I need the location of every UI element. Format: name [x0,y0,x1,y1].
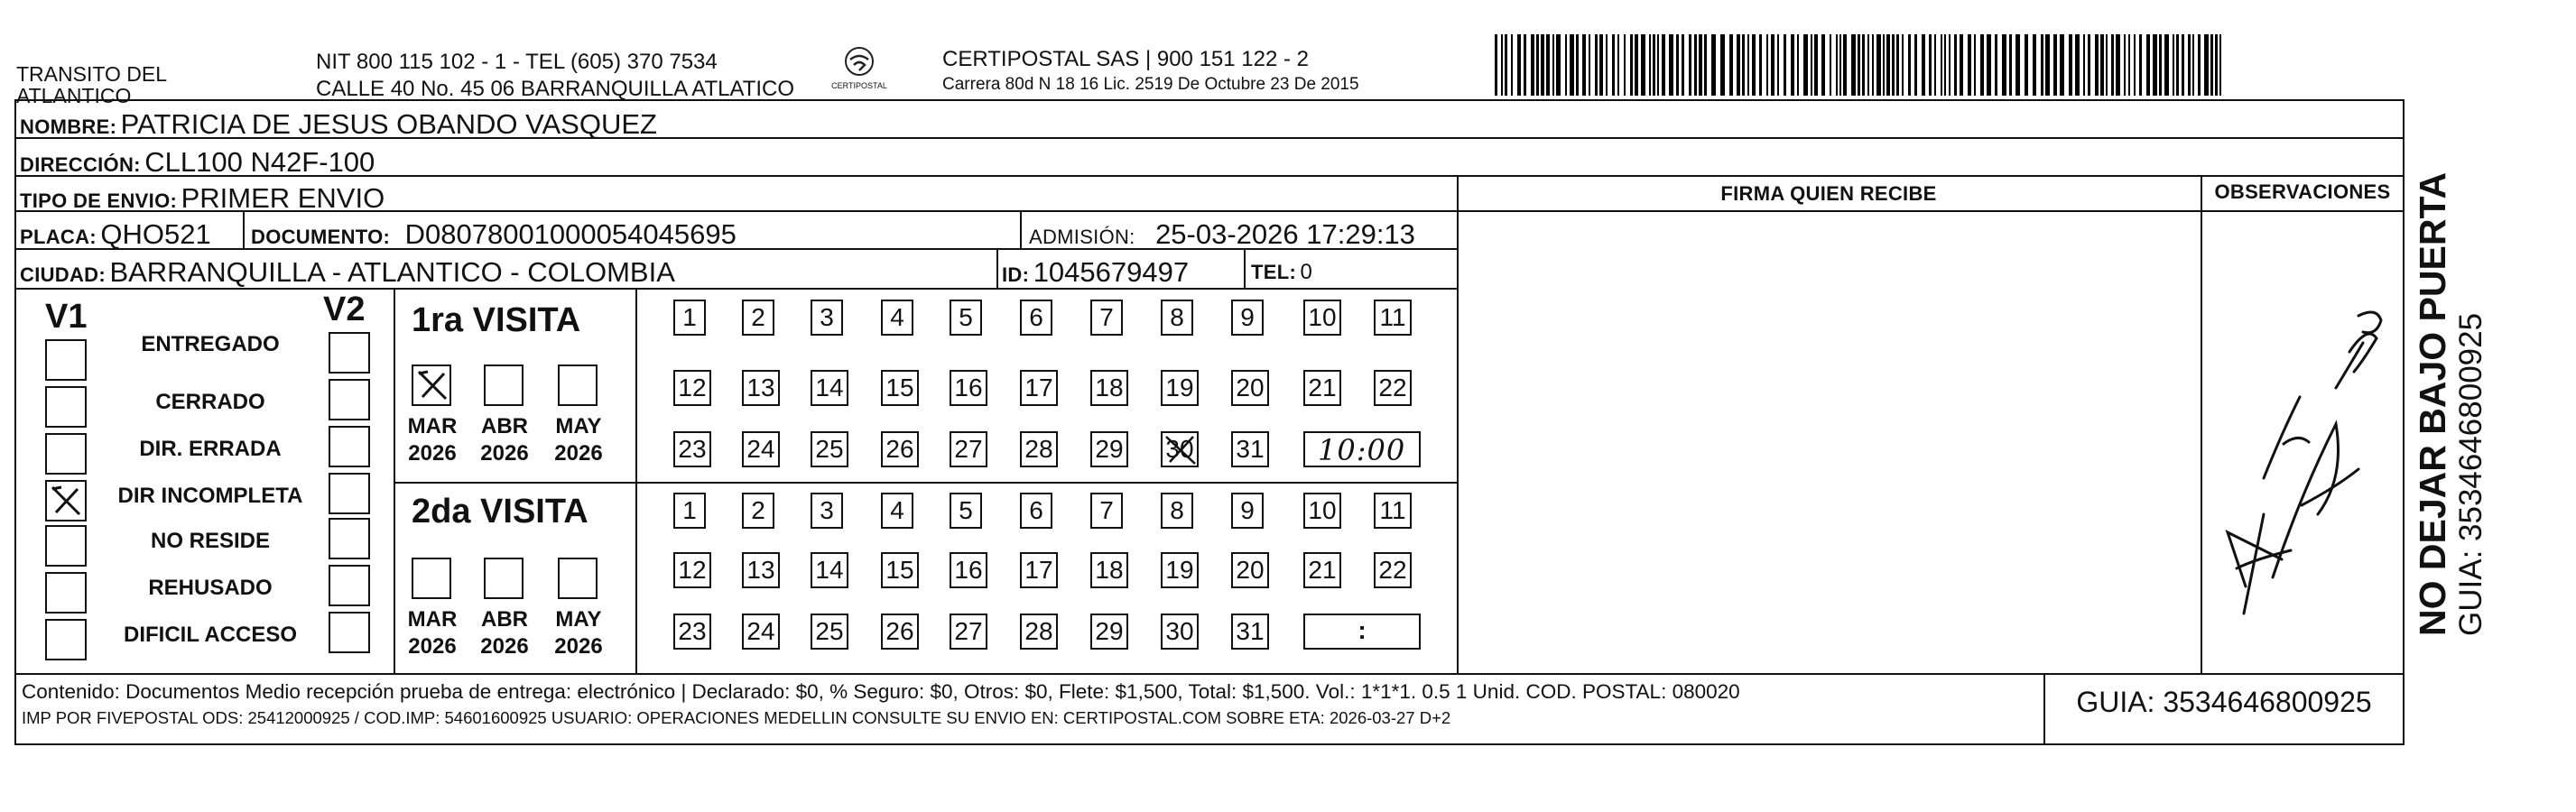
barcode-bar [2045,34,2050,96]
barcode-bar [1908,34,1911,96]
v1-checkbox[interactable] [45,480,87,521]
month-name: ABR [481,607,528,632]
barcode-bar [2128,34,2130,96]
barcode-bar [1511,34,1513,96]
status-label: DIFICIL ACCESO [123,623,297,647]
barcode-bar [2100,34,2104,96]
id-label: ID: [1002,263,1030,286]
observations-header: OBSERVACIONES [2214,180,2391,203]
documento-label: DOCUMENTO: [251,226,391,248]
barcode-bar [1669,34,1673,96]
day-cell[interactable]: 19 [1161,552,1199,588]
barcode-bar [2053,34,2057,96]
tipo-envio-row [20,182,385,215]
month-label [547,606,610,660]
barcode-bar [2025,34,2028,96]
content-line: Contenido: Documentos Medio recepción prueba de entrega: electrónico | Declarado: $0, % Seguro: $0, Otros: $0, Flete: $1,500, Total: $1,500. Vol.: 1*1*1. 0.5 1 Unid. COD. POSTAL: 080020 [22,680,1740,703]
logo-icon [823,45,895,101]
day-cell[interactable]: 18 [1090,370,1128,406]
barcode-bar [1589,34,1590,96]
barcode-bar [1968,34,1971,96]
barcode-bar [1612,34,1615,96]
status-label: NO RESIDE [150,529,271,553]
month-name: MAY [555,414,602,438]
barcode-bar [2041,34,2043,96]
barcode-bar [2146,34,2150,96]
barcode-bar [1902,34,1904,96]
barcode-bar [2088,34,2090,96]
ciudad-value: BARRANQUILLA - ATLANTICO - COLOMBIA [109,256,675,288]
nombre-row [20,108,657,141]
direccion-value: CLL100 N42F-100 [144,146,375,178]
barcode-bar [1570,34,1574,96]
day-cell[interactable]: 23 [673,614,711,650]
day-cell[interactable]: 20 [1231,552,1269,588]
barcode-bar [1941,34,1942,96]
id-field [1002,256,1189,289]
month-checkbox[interactable] [558,558,598,599]
barcode-bar [2176,34,2179,96]
month-name: MAY [555,607,602,632]
second-visit-title: 2da VISITA [412,493,588,531]
barcode-bar [1582,34,1586,96]
month-checkbox[interactable] [484,364,524,406]
nombre-value: PATRICIA DE JESUS OBANDO VASQUEZ [120,108,657,140]
barcode-bar [1766,34,1768,96]
barcode-bar [1830,34,1831,96]
day-cell[interactable]: 24 [742,614,780,650]
day-cell[interactable]: 25 [811,614,848,650]
day-cell[interactable]: 4 [881,493,913,529]
barcode-bar [1922,34,1925,96]
day-cell[interactable]: 10 [1303,493,1341,529]
barcode-bar [2111,34,2114,96]
barcode-bar [2204,34,2209,96]
barcode-bar [1495,34,1497,96]
side-instruction: NO DEJAR BAJO PUERTA [2412,171,2453,636]
barcode-bar [2219,34,2221,96]
day-cell[interactable]: 9 [1231,493,1264,529]
barcode-bar [1635,34,1638,96]
barcode-bar [1729,34,1733,96]
first-visit-time: 10:00 [1318,433,1406,467]
barcode-bar [2192,34,2194,96]
admision-value: 25-03-2026 17:29:13 [1155,218,1415,250]
month-label [401,606,464,660]
month-year: 2026 [408,441,457,466]
barcode-bar [1896,34,1899,96]
imp-line: IMP POR FIVEPOSTAL ODS: 25412000925 / COD.IMP: 54601600925 USUARIO: OPERACIONES MEDELLIN CONSULTE SU ENVIO EN: CERTIPOSTAL.COM SOBRE ETA: 2026-03-27 D+2 [22,708,1451,727]
day-cell[interactable]: 21 [1303,370,1341,406]
barcode-bar [2095,34,2099,96]
tel-label: TEL: [1251,261,1297,283]
v1-checkbox[interactable] [45,433,87,475]
month-year: 2026 [554,441,603,466]
day-cell[interactable]: 31 [1231,614,1269,650]
day-cell[interactable]: 18 [1090,552,1128,588]
day-cell[interactable]: 4 [881,300,913,336]
status-label: DIR INCOMPLETA [117,484,303,508]
month-checkbox[interactable] [412,558,451,599]
barcode-bar [1531,34,1534,96]
barcode-bar [1791,34,1794,96]
certipostal-logo [823,45,895,101]
v1-checkbox[interactable] [45,386,87,428]
barcode-bar [1954,34,1957,96]
logo-text: CERTIPOSTAL [831,81,887,90]
day-cell[interactable]: 17 [1020,370,1058,406]
day-cell[interactable]: 28 [1020,614,1058,650]
day-cell[interactable]: 22 [1374,370,1412,406]
barcode-bar [2033,34,2036,96]
day-cell[interactable]: 5 [950,493,982,529]
month-label [401,413,464,467]
v2-checkbox[interactable] [329,612,370,653]
tel-value: 0 [1300,260,1312,284]
barcode-bar [1711,34,1716,96]
tel-field [1251,260,1312,285]
barcode-bar [1811,34,1812,96]
nit-line: NIT 800 115 102 - 1 - TEL (605) 370 7534 [316,50,718,74]
day-cell[interactable]: 13 [742,370,780,406]
day-cell[interactable]: 13 [742,552,780,588]
barcode-bar [2153,34,2157,96]
day-cell[interactable]: 12 [673,370,711,406]
day-cell[interactable]: 16 [950,370,987,406]
barcode [1495,34,2226,96]
v2-checkbox[interactable] [329,332,370,374]
barcode-bar [2182,34,2184,96]
day-cell[interactable]: 28 [1020,431,1058,467]
v1-checkbox[interactable] [45,619,87,660]
barcode-bar [1541,34,1544,96]
barcode-bar [1630,34,1633,96]
day-cell[interactable]: 11 [1374,493,1412,529]
v1-checkbox[interactable] [45,525,87,567]
barcode-bar [1737,34,1740,96]
v2-checkbox[interactable] [329,426,370,467]
day-cell[interactable]: 12 [673,552,711,588]
day-cell[interactable]: 19 [1161,370,1199,406]
barcode-bar [1944,34,1946,96]
barcode-bar [2173,34,2174,96]
barcode-bar [1742,34,1745,96]
placa-value: QHO521 [100,218,211,250]
status-label: REHUSADO [148,576,273,600]
month-name: MAR [407,414,458,438]
first-visit-title: 1ra VISITA [412,301,581,339]
side-text [2412,131,2489,636]
barcode-bar [1694,34,1697,96]
barcode-bar [1517,34,1521,96]
barcode-bar [1595,34,1598,96]
barcode-bar [2134,34,2136,96]
barcode-bar [2015,34,2020,96]
barcode-bar [1624,34,1626,96]
barcode-bar [2215,34,2218,96]
barcode-bar [2069,34,2072,96]
barcode-bar [1886,34,1890,96]
company-info [942,47,1359,97]
barcode-bar [1862,34,1865,96]
barcode-bar [1858,34,1860,96]
barcode-bar [1892,34,1895,96]
barcode-bar [1934,34,1936,96]
day-cell[interactable]: 26 [881,614,919,650]
month-year: 2026 [554,634,603,659]
status-label: CERRADO [155,390,265,414]
month-label [473,606,536,660]
company-line: CERTIPOSTAL SAS | 900 151 122 - 2 [942,47,1309,71]
barcode-bar [1546,34,1550,96]
footer-guia: GUIA: 3534646800925 [2076,686,2372,718]
footer-details [22,678,2034,731]
day-cell[interactable]: 7 [1090,300,1123,336]
tipo-envio-value: PRIMER ENVIO [181,182,385,214]
barcode-bar [1536,34,1539,96]
license-line: Carrera 80d N 18 16 Lic. 2519 De Octubre 23 De 2015 [942,75,1359,94]
barcode-bar [1657,34,1659,96]
month-label [547,413,610,467]
barcode-bar [1949,34,1951,96]
admision-field [1029,218,1415,251]
day-cell[interactable]: 30 [1161,614,1199,650]
documento-value: D08078001000054045695 [404,218,737,250]
ciudad-label: CIUDAD: [20,263,106,286]
barcode-bar [1689,34,1691,96]
barcode-bar [1704,34,1707,96]
day-cell[interactable]: 2 [742,300,774,336]
day-cell[interactable]: 14 [811,552,848,588]
placa-field [20,218,211,251]
barcode-bar [1771,34,1774,96]
day-cell[interactable]: 14 [811,370,848,406]
day-cell[interactable]: 7 [1090,493,1123,529]
tipo-envio-label: TIPO DE ENVIO: [20,189,178,212]
barcode-bar [1501,34,1503,96]
barcode-bar [1759,34,1762,96]
v1-checkbox[interactable] [45,339,87,381]
barcode-bar [1662,34,1665,96]
barcode-bar [1872,34,1874,96]
day-cell[interactable]: 11 [1374,300,1412,336]
day-cell[interactable]: 6 [1020,300,1052,336]
day-cell[interactable]: 3 [811,300,843,336]
barcode-bar [1821,34,1825,96]
barcode-bar [2083,34,2085,96]
day-cell[interactable]: 30 [1161,431,1199,467]
barcode-bar [1565,34,1567,96]
barcode-bar [1784,34,1786,96]
day-cell[interactable]: 29 [1090,614,1128,650]
barcode-bar [1876,34,1881,96]
month-label [473,413,536,467]
day-cell[interactable]: 20 [1231,370,1269,406]
issuer-line-2: ATLANTICO [16,84,132,107]
barcode-bar [2106,34,2108,96]
barcode-bar [1699,34,1702,96]
barcode-bar [1836,34,1838,96]
barcode-bar [1995,34,1997,96]
v2-checkbox[interactable] [329,518,370,559]
barcode-bar [1505,34,1507,96]
barcode-bar [1960,34,1963,96]
barcode-bar [1814,34,1818,96]
day-cell[interactable]: 5 [950,300,982,336]
day-cell[interactable]: 25 [811,431,848,467]
v1-label: V1 [45,298,88,336]
month-checkbox[interactable] [484,558,524,599]
month-name: ABR [481,414,528,438]
v1-checkbox[interactable] [45,572,87,614]
first-visit-time-box[interactable] [1303,431,1421,467]
day-cell[interactable]: 8 [1161,493,1193,529]
v2-checkbox[interactable] [329,565,370,606]
barcode-bar [2188,34,2191,96]
barcode-bar [2009,34,2012,96]
barcode-bar [2116,34,2120,96]
day-cell[interactable]: 23 [673,431,711,467]
day-cell[interactable]: 1 [673,300,706,336]
barcode-bar [1929,34,1932,96]
barcode-bar [1797,34,1799,96]
barcode-bar [2075,34,2080,96]
day-cell[interactable]: 3 [811,493,843,529]
month-year: 2026 [480,441,529,466]
month-year: 2026 [480,634,529,659]
issuer-contact [316,49,794,103]
barcode-bar [1843,34,1847,96]
month-checkbox[interactable] [558,364,598,406]
placa-label: PLACA: [20,226,97,248]
barcode-bar [2164,34,2169,96]
barcode-bar [1980,34,1984,96]
barcode-bar [2060,34,2064,96]
barcode-bar [1552,34,1554,96]
barcode-bar [2210,34,2213,96]
day-cell[interactable]: 17 [1020,552,1058,588]
barcode-bar [2139,34,2142,96]
day-cell[interactable]: 26 [881,431,919,467]
day-cell[interactable]: 9 [1231,300,1264,336]
barcode-bar [1914,34,1917,96]
day-cell[interactable]: 29 [1090,431,1128,467]
day-cell[interactable]: 31 [1231,431,1269,467]
nombre-label: NOMBRE: [20,115,117,138]
status-label: DIR. ERRADA [139,437,282,461]
barcode-bar [1556,34,1561,96]
barcode-bar [1851,34,1856,96]
direccion-row [20,146,375,179]
barcode-bar [1606,34,1608,96]
barcode-bar [1682,34,1684,96]
id-value: 1045679497 [1033,256,1190,288]
v2-label: V2 [323,291,366,328]
barcode-bar [1617,34,1619,96]
documento-field [251,218,737,251]
day-cell[interactable]: 27 [950,614,987,650]
side-guia: GUIA: 3534646800925 [2453,312,2488,636]
barcode-bar [1599,34,1603,96]
day-cell[interactable]: 27 [950,431,987,467]
day-cell[interactable]: 6 [1020,493,1052,529]
barcode-bar [2002,34,2006,96]
barcode-bar [1747,34,1749,96]
barcode-bar [1653,34,1655,96]
day-cell[interactable]: 16 [950,552,987,588]
barcode-bar [1803,34,1808,96]
barcode-bar [1974,34,1976,96]
barcode-bar [1839,34,1841,96]
handwritten-observation [2201,289,2405,668]
status-label: ENTREGADO [141,332,280,356]
issuer-line-1: TRANSITO DEL [16,62,167,86]
month-year: 2026 [408,634,457,659]
barcode-bar [2159,34,2162,96]
barcode-bar [1883,34,1885,96]
barcode-bar [1777,34,1779,96]
admision-label: ADMISIÓN: [1029,226,1135,248]
signature-header: FIRMA QUIEN RECIBE [1720,182,1937,205]
day-cell[interactable]: 1 [673,493,706,529]
barcode-bar [1867,34,1869,96]
barcode-bar [1649,34,1651,96]
direccion-label: DIRECCIÓN: [20,153,141,176]
v2-checkbox[interactable] [329,379,370,420]
month-name: MAR [407,607,458,632]
barcode-bar [1720,34,1725,96]
day-cell[interactable]: 15 [881,370,919,406]
ciudad-field [20,256,675,289]
month-checkbox[interactable] [412,364,451,406]
address-line: CALLE 40 No. 45 06 BARRANQUILLA ATLATICO [316,77,795,101]
barcode-bar [1752,34,1756,96]
barcode-bar [2198,34,2201,96]
day-cell[interactable]: 21 [1303,552,1341,588]
barcode-bar [1576,34,1579,96]
day-cell[interactable]: 22 [1374,552,1412,588]
barcode-bar [2124,34,2126,96]
day-cell[interactable]: 8 [1161,300,1193,336]
barcode-bar [1641,34,1645,96]
v2-checkbox[interactable] [329,473,370,514]
day-cell[interactable]: 2 [742,493,774,529]
day-cell[interactable]: 24 [742,431,780,467]
day-cell[interactable]: 15 [881,552,919,588]
barcode-bar [1987,34,1991,96]
barcode-bar [1524,34,1526,96]
second-visit-time-box[interactable]: : [1303,614,1421,650]
day-cell[interactable]: 10 [1303,300,1341,336]
barcode-bar [1676,34,1679,96]
